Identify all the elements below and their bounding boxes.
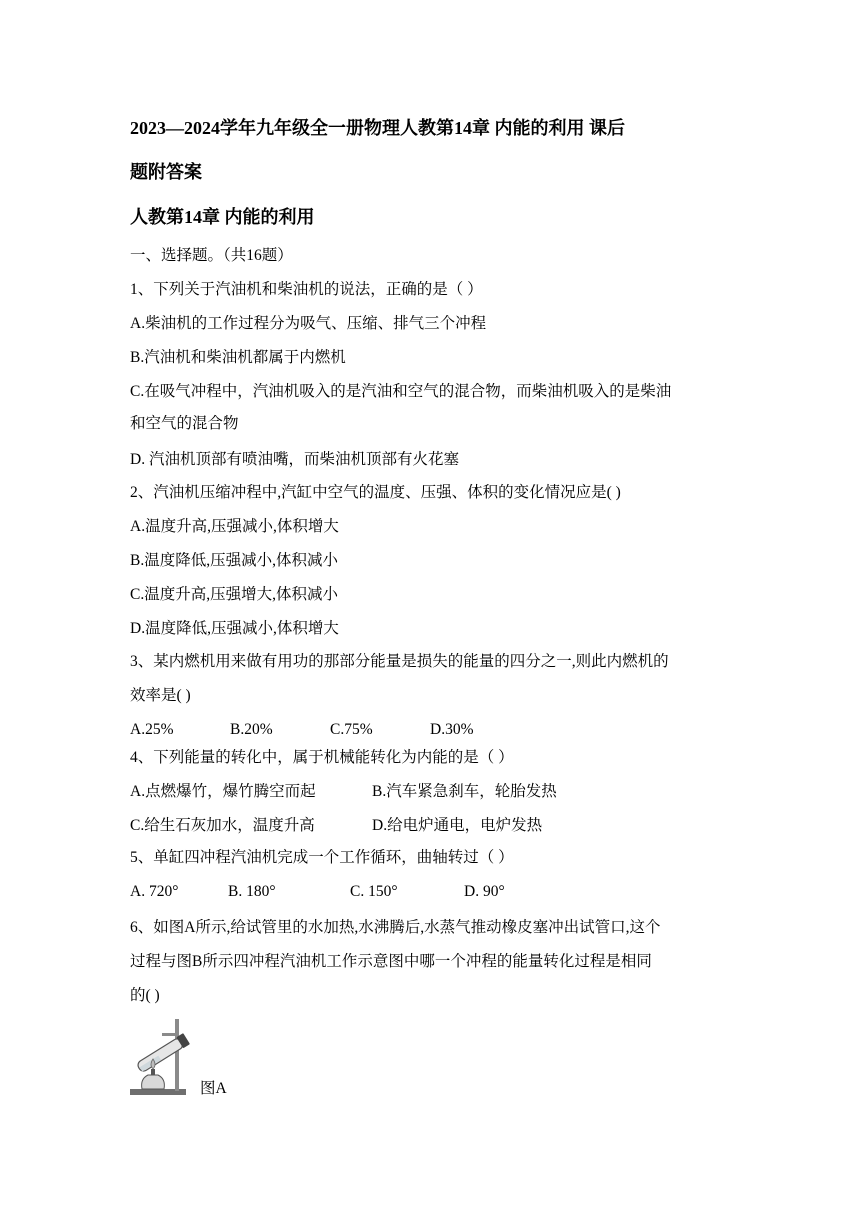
question-1-option-c-continued: 和空气的混合物 [130, 415, 239, 432]
stand-clamp [162, 1033, 178, 1036]
question-5-option-b: B. 180° [228, 883, 276, 900]
chapter-heading: 人教第14章 内能的利用 [130, 207, 315, 227]
question-2-option-c: C.温度升高,压强增大,体积减小 [130, 586, 338, 603]
question-5-option-c: C. 150° [350, 883, 398, 900]
figure-a-test-tube-apparatus [128, 1013, 194, 1097]
question-3-option-d: D.30% [430, 721, 474, 738]
question-6-stem-line-1: 6、如图A所示,给试管里的水加热,水沸腾后,水蒸气推动橡皮塞冲出试管口,这个 [130, 919, 661, 936]
question-5-option-a: A. 720° [130, 883, 179, 900]
question-2-option-d: D.温度降低,压强减小,体积增大 [130, 620, 339, 637]
question-4-option-b: B.汽车紧急刹车，轮胎发热 [372, 783, 557, 800]
question-6-stem-line-3: 的( ) [130, 987, 160, 1004]
question-6-stem-line-2: 过程与图B所示四冲程汽油机工作示意图中哪一个冲程的能量转化过程是相同 [130, 953, 652, 970]
question-1-option-b: B.汽油机和柴油机都属于内燃机 [130, 349, 346, 366]
question-5-stem: 5、单缸四冲程汽油机完成一个工作循环，曲轴转过（ ） [130, 849, 514, 866]
question-4-option-c: C.给生石灰加水，温度升高 [130, 817, 315, 834]
question-1-option-a: A.柴油机的工作过程分为吸气、压缩、排气三个冲程 [130, 315, 487, 332]
question-1-option-d: D. 汽油机顶部有喷油嘴，而柴油机顶部有火花塞 [130, 451, 459, 468]
document-title-line-1: 2023—2024学年九年级全一册物理人教第14章 内能的利用 课后 [130, 118, 625, 138]
question-2-option-a: A.温度升高,压强减小,体积增大 [130, 518, 339, 535]
question-3-option-c: C.75% [330, 721, 373, 738]
question-5-option-d: D. 90° [464, 883, 505, 900]
question-3-option-a: A.25% [130, 721, 174, 738]
question-1-stem: 1、下列关于汽油机和柴油机的说法，正确的是（ ） [130, 281, 483, 298]
alcohol-lamp [142, 1075, 165, 1089]
question-4-option-a: A.点燃爆竹，爆竹腾空而起 [130, 783, 316, 800]
figure-a-label: 图A [200, 1080, 227, 1097]
question-3-stem-line-2: 效率是( ) [130, 687, 191, 704]
section-heading: 一、选择题。（共16题） [130, 247, 293, 264]
document-title-line-2: 题附答案 [130, 162, 202, 182]
question-2-option-b: B.温度降低,压强减小,体积减小 [130, 552, 338, 569]
question-2-stem: 2、汽油机压缩冲程中,汽缸中空气的温度、压强、体积的变化情况应是( ) [130, 484, 621, 501]
test-tube [136, 1033, 190, 1074]
question-4-option-d: D.给电炉通电，电炉发热 [372, 817, 543, 834]
question-4-stem: 4、下列能量的转化中，属于机械能转化为内能的是（ ） [130, 749, 514, 766]
stand-rod [175, 1019, 179, 1091]
question-3-stem-line-1: 3、某内燃机用来做有用功的那部分能量是损失的能量的四分之一,则此内燃机的 [130, 653, 669, 670]
question-3-option-b: B.20% [230, 721, 273, 738]
question-1-option-c: C.在吸气冲程中，汽油机吸入的是汽油和空气的混合物，而柴油机吸入的是柴油 [130, 383, 672, 400]
